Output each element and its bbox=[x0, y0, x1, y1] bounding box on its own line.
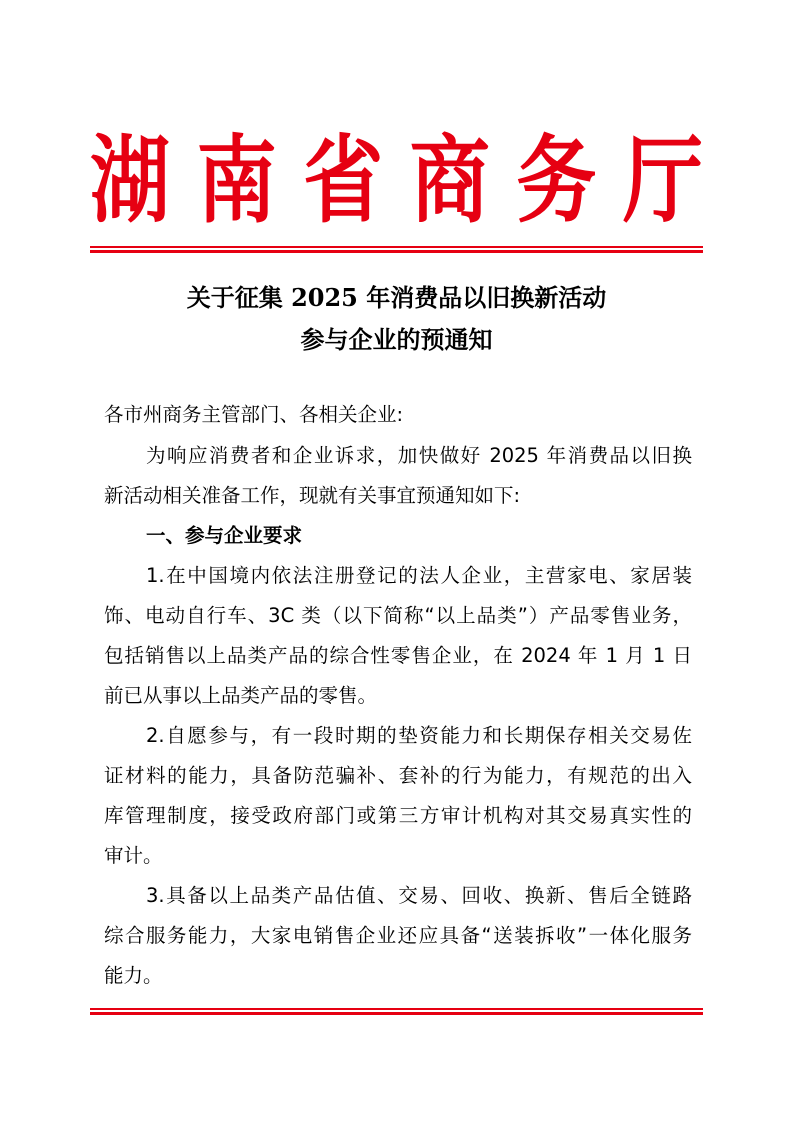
document-title-line-2: 参与企业的预通知 bbox=[300, 325, 493, 354]
masthead-char: 商 bbox=[409, 124, 490, 236]
paragraph-line: 审计。 bbox=[104, 844, 163, 867]
paragraph-line: 证材料的能力，具备防范骗补、套补的行为能力，有规范的出入 bbox=[104, 764, 692, 787]
paragraph-line: 能力。 bbox=[104, 964, 163, 987]
footer-divider-thick bbox=[90, 1012, 703, 1015]
paragraph-line: 1.在中国境内依法注册登记的法人企业，主营家电、家居装 bbox=[146, 564, 692, 587]
section-heading: 一、参与企业要求 bbox=[146, 524, 303, 547]
masthead-char: 务 bbox=[516, 124, 597, 236]
paragraph-line: 综合服务能力，大家电销售企业还应具备“送装拆收”一体化服务 bbox=[104, 924, 692, 947]
masthead-char: 厅 bbox=[622, 124, 703, 236]
salutation: 各市州商务主管部门、各相关企业: bbox=[104, 403, 404, 426]
intro-line: 为响应消费者和企业诉求，加快做好 2025 年消费品以旧换 bbox=[146, 444, 692, 467]
paragraph-line: 库管理制度，接受政府部门或第三方审计机构对其交易真实性的 bbox=[104, 804, 692, 827]
paragraph-line: 包括销售以上品类产品的综合性零售企业，在 2024 年 1 月 1 日 bbox=[104, 644, 692, 667]
masthead-title bbox=[90, 124, 703, 236]
paragraph-line: 3.具备以上品类产品估值、交易、回收、换新、售后全链路 bbox=[146, 884, 692, 907]
masthead-divider-thin bbox=[90, 246, 703, 248]
masthead-char: 南 bbox=[196, 124, 277, 236]
document-title-line-1: 关于征集 2025 年消费品以旧换新活动 bbox=[186, 283, 607, 312]
paragraph-line: 2.自愿参与，有一段时期的垫资能力和长期保存相关交易佐 bbox=[146, 724, 692, 747]
intro-line: 新活动相关准备工作，现就有关事宜预通知如下: bbox=[104, 484, 521, 507]
masthead-char: 湖 bbox=[90, 124, 170, 236]
masthead-divider-thick bbox=[90, 250, 703, 253]
paragraph-line: 前已从事以上品类产品的零售。 bbox=[104, 684, 378, 707]
footer-divider-thin bbox=[90, 1008, 703, 1010]
paragraph-line: 饰、电动自行车、3C 类（以下简称“以上品类”）产品零售业务， bbox=[104, 604, 692, 627]
masthead-char: 省 bbox=[303, 124, 384, 236]
